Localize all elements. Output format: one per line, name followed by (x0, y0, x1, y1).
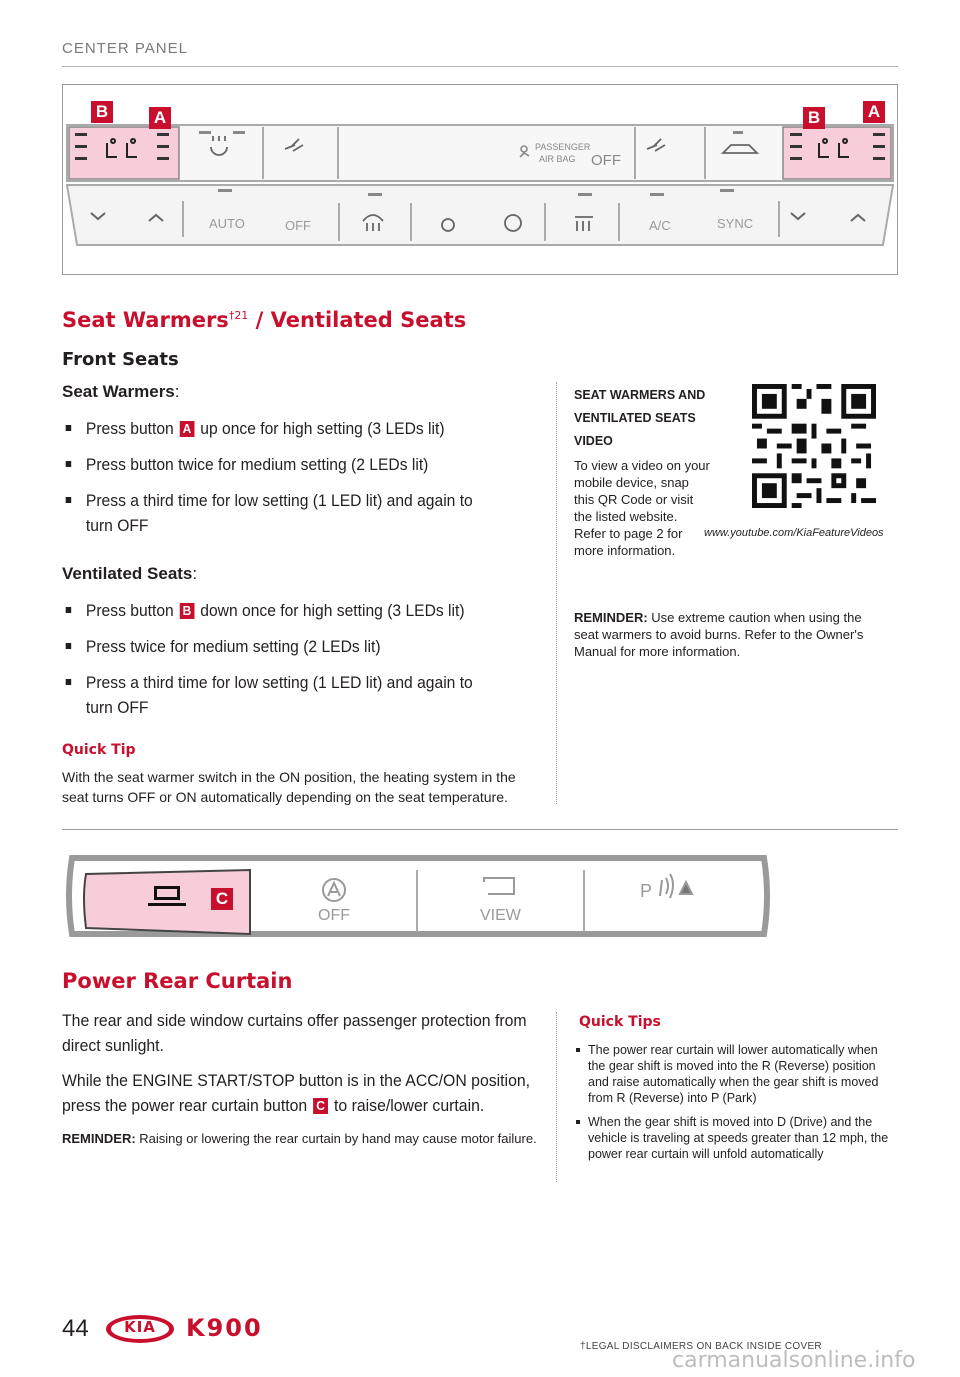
tag-a: A (180, 421, 194, 437)
ventilated-label-line: Ventilated Seats: (62, 564, 198, 583)
reminder-text: Use extreme caution when using the seat warmers to avoid burns. Refer to the Owner's Manual for more information. (574, 610, 864, 659)
curtain-reminder (62, 1130, 548, 1148)
airbag-status: OFF (591, 152, 621, 169)
seat-section-title (62, 308, 466, 332)
para-text: to raise/lower curtain. (329, 1096, 485, 1115)
video-title-line: SEAT WARMERS AND (574, 388, 706, 402)
section-label: CENTER PANEL (62, 40, 188, 57)
quick-tip-title: Quick Tip (62, 742, 136, 758)
list-item (62, 416, 504, 441)
bullet-text: Press button (85, 601, 179, 620)
sync-button-label: SYNC (717, 216, 754, 231)
reminder-label: REMINDER: (574, 610, 648, 625)
section-divider (62, 829, 898, 830)
curtain-body (62, 1008, 548, 1148)
list-item: Press a third time for low setting (1 LED lit) and again to turn OFF (62, 488, 504, 538)
seat-title-rest: / Ventilated Seats (248, 308, 467, 332)
reminder-text: Raising or lowering the rear curtain by hand may cause motor failure. (135, 1131, 537, 1146)
bullet-text: up once for high setting (3 LEDs lit) (195, 419, 445, 438)
ventilated-seats-block (62, 562, 542, 731)
brand-logo-text: KIA (124, 1318, 156, 1336)
list-item: Press a third time for low setting (1 LED lit) and again to turn OFF (62, 670, 504, 720)
header-divider (62, 66, 898, 67)
watermark: carmanualsonline.info (672, 1348, 916, 1373)
quick-tips-list (574, 1042, 896, 1170)
legal-disclaimer: †LEGAL DISCLAIMERS ON BACK INSIDE COVER (580, 1341, 822, 1352)
bullet-text: down once for high setting (3 LEDs lit) (195, 601, 465, 620)
curtain-para-2 (62, 1068, 546, 1118)
front-seats-heading: Front Seats (62, 349, 179, 370)
airbag-label: AIR BAG (539, 154, 576, 164)
list-item: Press twice for medium setting (2 LEDs lit) (62, 634, 504, 659)
column-divider-2 (556, 1012, 557, 1182)
tag-b: B (180, 603, 194, 619)
curtain-panel-p-label: P (640, 881, 653, 901)
column-divider (556, 382, 557, 804)
tag-c: C (313, 1098, 327, 1114)
curtain-panel-illustration (62, 848, 774, 944)
para-text: While the ENGINE START/STOP button is in the ACC/ON position, press the power rear curtain button (62, 1071, 531, 1115)
video-title (574, 384, 705, 453)
quick-tips-title: Quick Tips (579, 1014, 661, 1030)
model-logo: K900 (186, 1314, 263, 1342)
video-title-line: VIDEO (574, 434, 613, 448)
list-item: The power rear curtain will lower automatically when the gear shift is moved into the R (Reverse) position and raise automatically when the gear shift is moved from R (Reverse) into P (Park) (574, 1042, 896, 1106)
auto-hold-off-label: OFF (318, 907, 350, 924)
ac-button-label: A/C (649, 218, 671, 233)
seat-reminder (574, 609, 884, 660)
ventilated-seats-label: Ventilated Seats (62, 564, 193, 583)
bullet-text: Press button (85, 419, 179, 438)
ventilated-seats-list (62, 598, 542, 720)
video-url-link[interactable]: www.youtube.com/KiaFeatureVideos (704, 527, 884, 539)
seat-warmers-block (62, 380, 542, 549)
callout-a-left: A (149, 107, 171, 129)
quick-tip-text: With the seat warmer switch in the ON position, the heating system in the seat turns OFF or ON automatically depending on the seat temperature. (62, 769, 516, 805)
video-title-line: VENTILATED SEATS (574, 411, 696, 425)
auto-button-label: AUTO (209, 216, 245, 231)
callout-c: C (211, 888, 233, 910)
list-item: Press button twice for medium setting (2 LEDs lit) (62, 452, 504, 477)
seat-title-main: Seat Warmers (62, 308, 229, 332)
climate-panel-drawing (63, 85, 897, 274)
view-label: VIEW (480, 907, 521, 924)
page-number: 44 (62, 1315, 89, 1342)
reminder-label: REMINDER: (62, 1131, 136, 1146)
callout-b-left: B (91, 101, 113, 123)
list-item: When the gear shift is moved into D (Drive) and the vehicle is traveling at speeds greater than 12 mph, the power rear curtain will unfold automatically (574, 1114, 896, 1162)
video-text: To view a video on your mobile device, snap this QR Code or visit the listed website. Refer to page 2 for more information. (574, 458, 710, 558)
airbag-passenger-label: PASSENGER (535, 142, 591, 152)
curtain-para-1: The rear and side window curtains offer passenger protection from direct sunlight. (62, 1011, 527, 1055)
qr-code-icon[interactable] (752, 384, 876, 508)
seat-warmers-label: Seat Warmers (62, 382, 175, 401)
climate-panel-illustration (62, 84, 898, 275)
seat-warmers-list (62, 416, 542, 538)
off-button-label: OFF (285, 218, 311, 233)
seat-title-footnote: †21 (228, 309, 249, 322)
callout-b-right: B (803, 107, 825, 129)
callout-a-right: A (863, 101, 885, 123)
seat-warmers-label-line: Seat Warmers: (62, 382, 180, 401)
curtain-section-title: Power Rear Curtain (62, 969, 293, 993)
list-item (62, 598, 504, 623)
